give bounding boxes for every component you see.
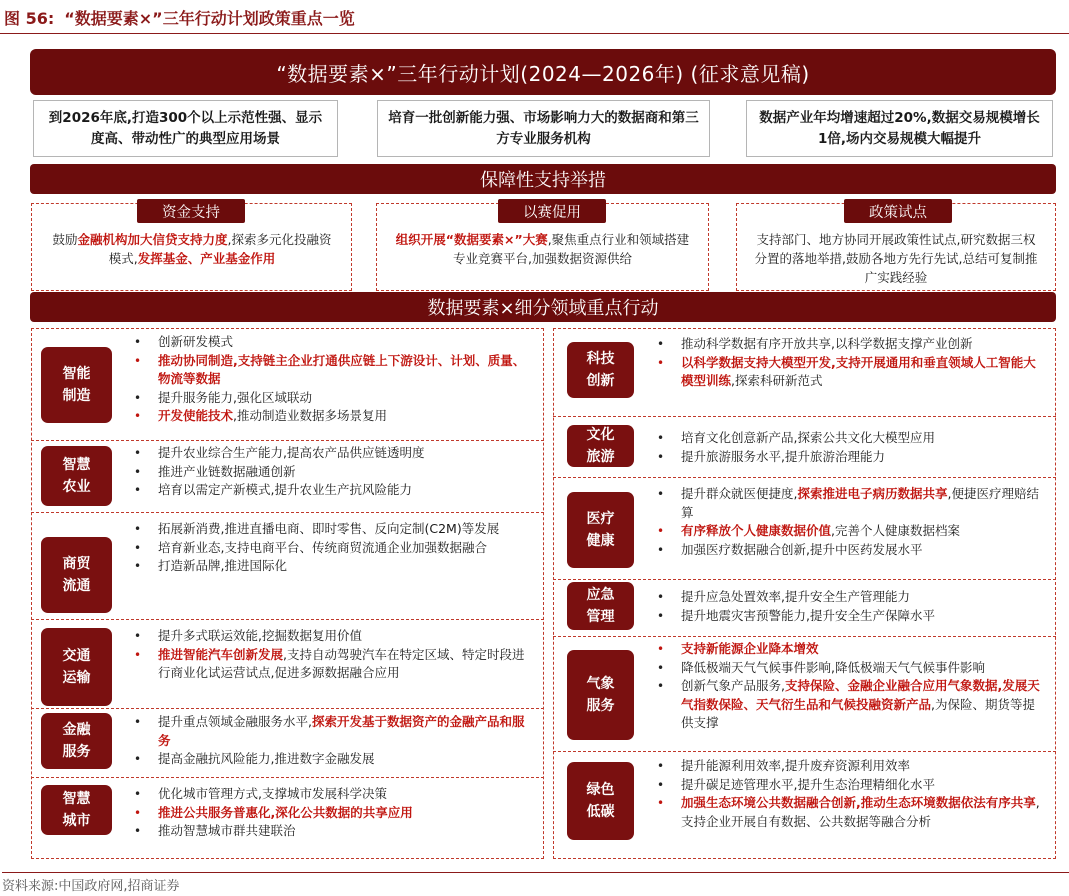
sector-label-line: 运输: [62, 670, 91, 686]
sector-label-line: 制造: [62, 388, 91, 404]
sector-label-line: 智慧: [62, 457, 91, 473]
body-text: 提升能源利用效率,提升废弃资源利用效率: [681, 758, 910, 773]
body-text: 提升服务能力,强化区域联动: [158, 389, 312, 405]
body-text: ,推动制造业数据多场景复用: [233, 408, 387, 423]
sector-bullet-list: [655, 335, 1047, 391]
body-text: ,为保险、期货等提供支撑: [681, 696, 1035, 730]
support-tag-funding: 资金支持: [137, 199, 245, 223]
sector-label-line: 流通: [62, 578, 91, 594]
sector-bullet-list: [132, 333, 536, 426]
body-text: 提高金融抗风险能力,推进数字金融发展: [158, 751, 375, 766]
sector-bullet-item: [655, 485, 1047, 522]
sector-bullet-item: [132, 539, 536, 558]
sector-heading: 数据要素×细分领域重点行动: [427, 298, 659, 319]
sector-label-right-3: [567, 582, 634, 630]
figure-caption: [4, 6, 355, 29]
sector-bullet-item: [655, 335, 1047, 354]
support-text-funding: [48, 230, 336, 268]
sector-label-right-4: [567, 650, 634, 740]
sector-label-line: 气象: [586, 676, 615, 692]
main-title-banner: [30, 49, 1056, 95]
highlight-text: 有序释放个人健康数据价值: [681, 523, 832, 538]
sector-bullet-list: [132, 627, 536, 683]
source-note: 资料来源:中国政府网,招商证券: [2, 872, 1069, 894]
figure-number: 图 56:: [4, 9, 55, 28]
sector-bullet-list: [132, 520, 536, 576]
sector-heading-banner: [30, 292, 1056, 322]
body-text: 培育以需定产新模式,提升农业生产抗风险能力: [158, 482, 412, 497]
highlight-text: 支持新能源企业降本增效: [681, 641, 819, 656]
sector-bullet-item: [655, 429, 1047, 448]
sector-bullet-list: [655, 485, 1047, 559]
sector-label-line: 绿色: [586, 782, 615, 798]
highlight-text: 金融机构加大信贷支持力度: [77, 232, 228, 247]
body-text: 提升旅游服务水平,提升旅游治理能力: [681, 448, 885, 464]
sector-bullet-item: [655, 659, 1047, 678]
body-text: 提升农业综合生产能力,提高农产品供应链透明度: [158, 445, 425, 460]
sector-bullet-item: [132, 407, 536, 426]
sector-label-line: 文化: [586, 427, 615, 443]
highlight-text: 推动协同制造,支持链主企业打通供应链上下游设计、计划、质量、物流等数据: [158, 352, 526, 386]
sector-bullet-item: [655, 677, 1047, 733]
sector-bullet-list: [655, 640, 1047, 733]
sector-bullet-list: [132, 785, 536, 841]
sector-label-line: 健康: [586, 533, 615, 549]
sector-bullet-item: [132, 646, 536, 683]
sector-divider: [31, 708, 544, 709]
highlight-text: 探索推进电子病历数据共享: [797, 486, 948, 501]
sector-bullet-item: [132, 352, 536, 389]
body-text: 培育新业态,支持电商平台、传统商贸流通企业加强数据融合: [158, 539, 487, 555]
support-text-competition: [390, 230, 695, 268]
body-text: 提升重点领域金融服务水平,: [158, 714, 312, 729]
sector-bullet-item: [132, 713, 536, 750]
highlight-text: 开发使能技术: [158, 408, 234, 423]
body-text: 加强医疗数据融合创新,提升中医药发展水平: [681, 541, 923, 557]
body-text: 提升群众就医便捷度,: [681, 486, 798, 501]
sector-divider: [553, 416, 1056, 417]
body-text: 支持部门、地方协同开展政策性试点,研究数据三权分置的落地举措,鼓励各地方先行先试,总结可复制推广实践经验: [754, 232, 1038, 285]
body-text: 拓展新消费,推进直播电商、即时零售、反向定制(C2M)等发展: [158, 521, 500, 536]
sector-label-right-0: [567, 342, 634, 398]
sector-bullet-item: [132, 785, 536, 804]
body-text: ,便捷医疗理赔结算: [681, 486, 1039, 520]
body-text: 提升地震灾害预警能力,提升安全生产保障水平: [681, 607, 935, 623]
sector-label-right-5: [567, 762, 634, 840]
body-text: 提升碳足迹管理水平,提升生态治理精细化水平: [681, 776, 935, 792]
sector-bullet-item: [132, 750, 536, 769]
body-text: ,聚焦重点行业和领域搭建专业竞赛平台,加强数据资源供给: [453, 232, 690, 266]
sector-bullet-item: [655, 794, 1047, 831]
highlight-text: 以科学数据支持大模型开发,支持开展通用和垂直领域人工智能大模型训练: [681, 354, 1036, 388]
body-text: 创新研发模式: [158, 334, 234, 349]
sector-bullet-item: [655, 522, 1047, 541]
highlight-text: 推进公共服务普惠化,深化公共数据的共享应用: [158, 804, 413, 820]
body-text: 提升应急处置效率,提升安全生产管理能力: [681, 589, 910, 604]
sector-label-line: 医疗: [586, 511, 615, 527]
sector-divider: [31, 512, 544, 513]
goal-text: 数据产业年均增速超过20%,数据交易规模增长1倍,场内交易规模大幅提升: [759, 109, 1040, 147]
sector-label-line: 农业: [62, 479, 91, 495]
goal-box-3: [746, 100, 1053, 157]
sector-bullet-item: [132, 627, 536, 646]
sector-label-left-5: [41, 785, 112, 835]
sector-divider: [553, 579, 1056, 580]
sector-label-left-0: [41, 347, 112, 423]
sector-bullet-item: [132, 520, 536, 539]
sector-label-line: 低碳: [586, 804, 615, 820]
sector-bullet-item: [132, 463, 536, 482]
figure-caption-bar: [0, 0, 1069, 34]
sector-bullet-list: [655, 757, 1047, 831]
sector-label-left-2: [41, 537, 112, 613]
sector-label-line: 管理: [586, 609, 615, 625]
body-text: 培育文化创意新产品,探索公共文化大模型应用: [681, 430, 935, 445]
support-heading-banner: [30, 164, 1056, 194]
sector-bullet-item: [655, 448, 1047, 467]
sector-bullet-item: [655, 354, 1047, 391]
sector-divider: [31, 619, 544, 620]
sector-divider: [31, 777, 544, 778]
body-text: 鼓励: [52, 232, 78, 247]
body-text: ,探索多元化投融资模式,: [108, 232, 332, 266]
sector-bullet-item: [132, 481, 536, 500]
body-text: ,支持自动驾驶汽车在特定区域、特定时段进行商业化试运营试点,促进多源数据融合应用: [158, 646, 525, 680]
body-text: ,探索科研新范式: [731, 373, 823, 388]
body-text: ,完善个人健康数据档案: [831, 523, 960, 538]
sector-label-line: 商贸: [62, 556, 91, 572]
body-text: 降低极端天气气候事件影响,降低极端天气气候事件影响: [681, 659, 985, 675]
sector-divider: [553, 636, 1056, 637]
figure-title: “数据要素×”三年行动计划政策重点一览: [64, 9, 355, 28]
sector-label-line: 智能: [62, 366, 91, 382]
sector-label-line: 旅游: [586, 449, 615, 465]
sector-divider: [553, 751, 1056, 752]
body-text: 推进产业链数据融通创新: [158, 463, 296, 479]
sector-bullet-item: [655, 607, 1047, 626]
sector-label-right-1: [567, 425, 634, 467]
sector-bullet-item: [655, 541, 1047, 560]
highlight-text: 加强生态环境公共数据融合创新,推动生态环境数据依法有序共享: [681, 795, 1036, 810]
sector-label-line: 科技: [586, 351, 615, 367]
goal-text: 到2026年底,打造300个以上示范性强、显示度高、带动性广的典型应用场景: [48, 109, 323, 147]
sector-label-line: 服务: [586, 698, 615, 714]
sector-label-line: 交通: [62, 648, 91, 664]
sector-label-line: 城市: [62, 813, 91, 829]
sector-bullet-item: [132, 333, 536, 352]
body-text: 创新气象产品服务,: [681, 678, 785, 693]
sector-bullet-item: [132, 822, 536, 841]
sector-label-line: 服务: [62, 744, 91, 760]
sector-label-left-4: [41, 713, 112, 769]
body-text: 提升多式联运效能,挖掘数据复用价值: [158, 628, 362, 643]
body-text: 优化城市管理方式,支撑城市发展科学决策: [158, 786, 387, 801]
sector-bullet-item: [655, 757, 1047, 776]
sector-label-line: 创新: [586, 373, 615, 389]
sector-label-line: 智慧: [62, 791, 91, 807]
body-text: 推动科学数据有序开放共享,以科学数据支撑产业创新: [681, 336, 973, 351]
sector-bullet-list: [655, 429, 1047, 466]
highlight-text: 发挥基金、产业基金作用: [137, 251, 276, 266]
body-text: 打造新品牌,推进国际化: [158, 558, 287, 573]
sector-bullet-item: [132, 444, 536, 463]
sector-bullet-item: [132, 389, 536, 408]
sector-divider: [31, 440, 544, 441]
support-tag-competition: 以赛促用: [498, 199, 606, 223]
support-heading: 保障性支持举措: [480, 170, 606, 191]
sector-label-line: 应急: [586, 587, 615, 603]
sector-bullet-item: [655, 776, 1047, 795]
sector-bullet-list: [655, 588, 1047, 625]
body-text: 推动智慧城市群共建联治: [158, 823, 296, 838]
sector-bullet-item: [132, 804, 536, 823]
highlight-text: 推进智能汽车创新发展: [158, 646, 284, 662]
sector-bullet-list: [132, 713, 536, 769]
sector-label-left-1: [41, 446, 112, 506]
support-text-pilot: [753, 230, 1039, 287]
sector-divider: [553, 477, 1056, 478]
body-text: ,支持企业开展自有数据、公共数据等融合分析: [681, 795, 1040, 829]
goal-box-2: [377, 100, 710, 157]
sector-label-line: 金融: [62, 722, 91, 738]
highlight-text: 支持保险、金融企业融合应用气象数据,发展天气指数保险、天气衍生品和气候投融资新产品: [681, 678, 1040, 712]
goal-box-1: [33, 100, 338, 157]
sector-label-right-2: [567, 492, 634, 568]
support-tag-pilot: 政策试点: [844, 199, 952, 223]
sector-bullet-item: [132, 557, 536, 576]
highlight-text: 组织开展“数据要素×”大赛: [395, 232, 548, 247]
sector-bullet-item: [655, 640, 1047, 659]
sector-bullet-list: [132, 444, 536, 500]
highlight-text: 探索开发基于数据资产的金融产品和服务: [158, 714, 525, 748]
sector-bullet-item: [655, 588, 1047, 607]
goal-text: 培育一批创新能力强、市场影响力大的数据商和第三方专业服务机构: [388, 109, 699, 147]
sector-label-left-3: [41, 628, 112, 706]
main-title: “数据要素×”三年行动计划(2024—2026年) (征求意见稿): [276, 61, 810, 86]
